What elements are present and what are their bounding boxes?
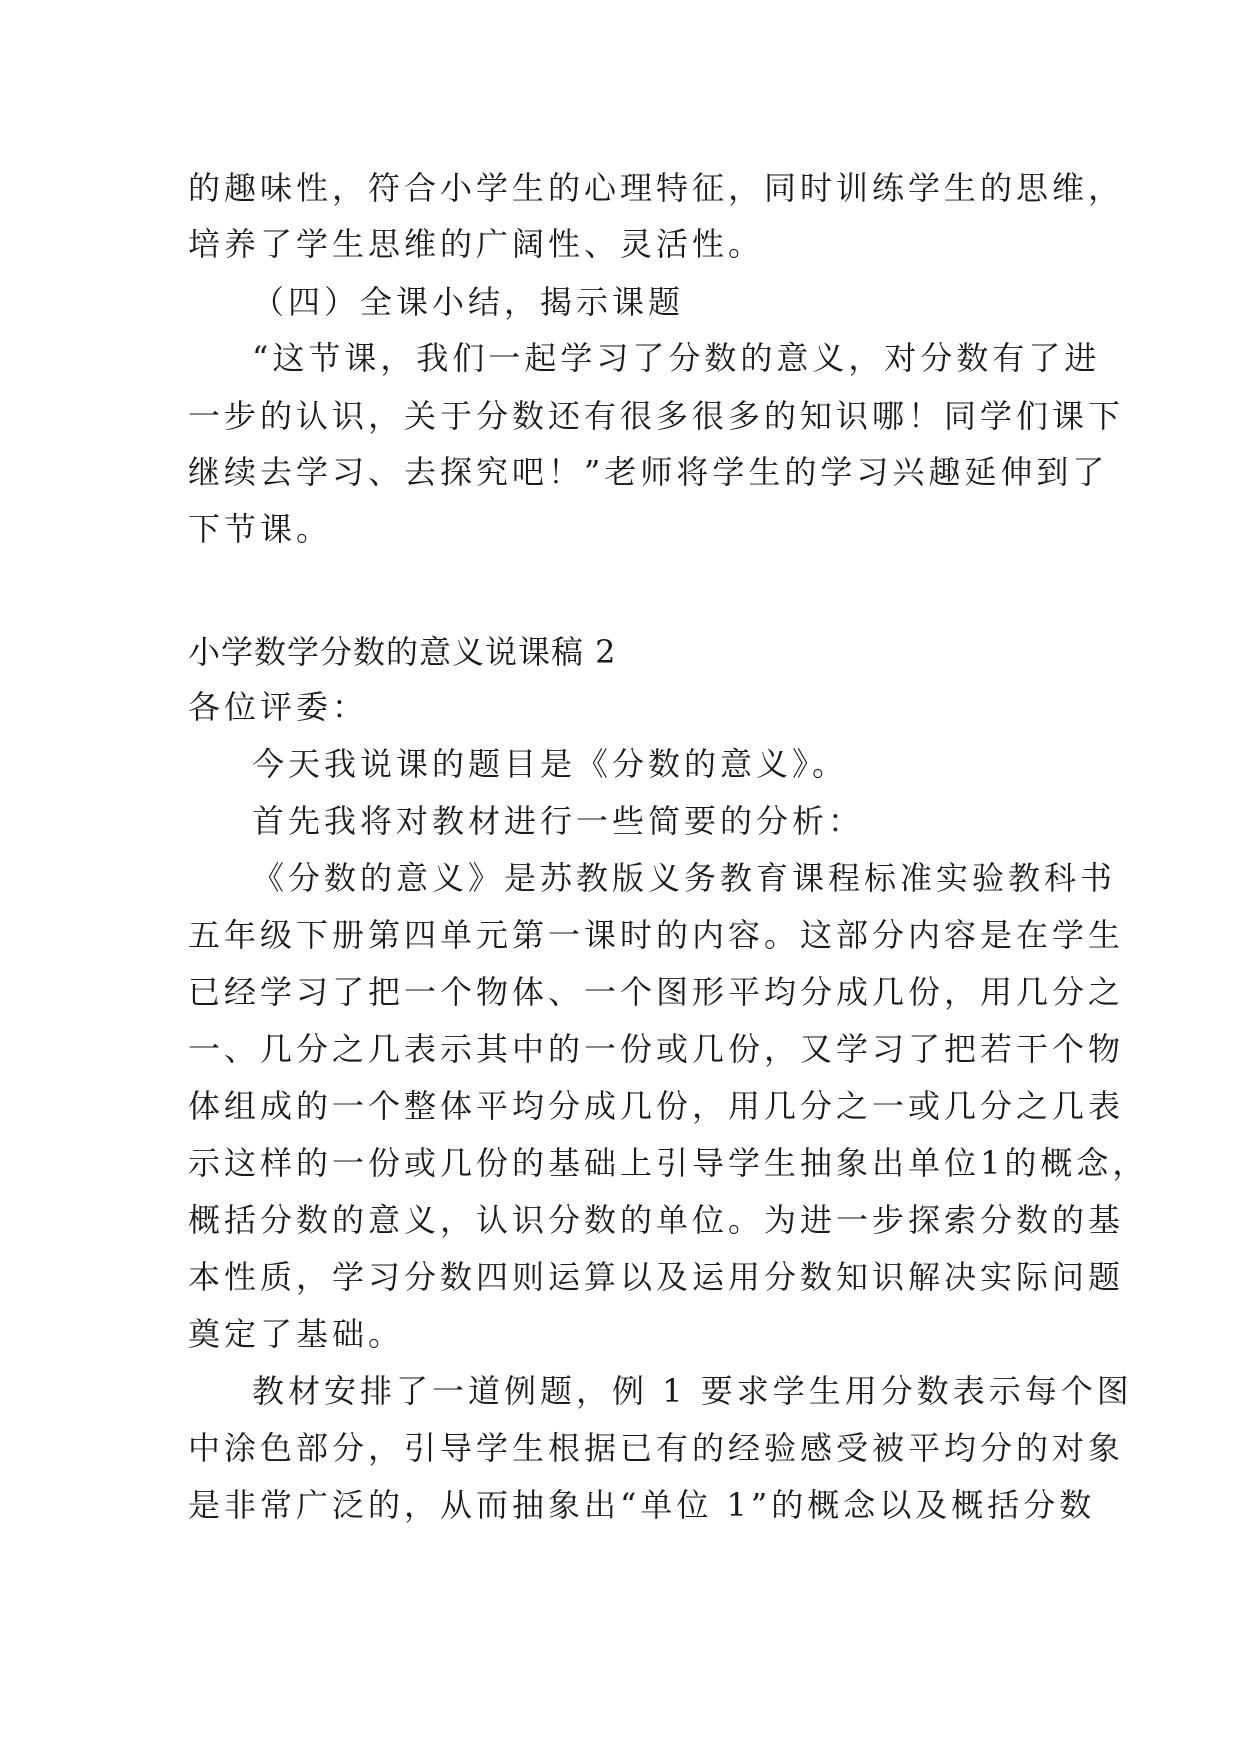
paragraph-line: “这节课，我们一起学习了分数的意义，对分数有了进 [252, 339, 1101, 377]
paragraph-line: 教材安排了一道例题，例 1 要求学生用分数表示每个图 [252, 1372, 1133, 1410]
paragraph-line: 培养了学生思维的广阔性、灵活性。 [188, 225, 765, 263]
salutation: 各位评委： [188, 688, 369, 726]
paragraph-line: 一、几分之几表示其中的一份或几份，又学习了把若干个物 [188, 1030, 1125, 1068]
paragraph-line: 今天我说课的题目是《分数的意义》。 [252, 745, 849, 783]
paragraph-line: 《分数的意义》是苏教版义务教育课程标准实验教科书 [252, 859, 1117, 897]
paragraph-line: 继续去学习、去探究吧！”老师将学生的学习兴趣延伸到了 [188, 453, 1109, 491]
paragraph-line: 首先我将对教材进行一些简要的分析： [252, 802, 865, 840]
paragraph-line: 已经学习了把一个物体、一个图形平均分成几份，用几分之 [188, 973, 1125, 1011]
paragraph-line: 中涂色部分，引导学生根据已有的经验感受被平均分的对象 [188, 1429, 1125, 1467]
paragraph-line: 五年级下册第四单元第一课时的内容。这部分内容是在学生 [188, 916, 1125, 954]
paragraph-line: 示这样的一份或几份的基础上引导学生抽象出单位1的概念， [188, 1144, 1149, 1182]
paragraph-line: 本性质，学习分数四则运算以及运用分数知识解决实际问题 [188, 1258, 1125, 1296]
paragraph-line: 是非常广泛的，从而抽象出“单位 1”的概念以及概括分数 [188, 1486, 1096, 1524]
document-title: 小学数学分数的意义说课稿 2 [188, 633, 617, 671]
section-heading: （四）全课小结，揭示课题 [252, 283, 685, 321]
paragraph-line: 概括分数的意义，认识分数的单位。为进一步探索分数的基 [188, 1201, 1125, 1239]
paragraph-line: 一步的认识，关于分数还有很多很多的知识哪！同学们课下 [188, 397, 1125, 435]
paragraph-line: 奠定了基础。 [188, 1315, 405, 1353]
paragraph-line: 的趣味性，符合小学生的心理特征，同时训练学生的思维， [188, 169, 1125, 207]
paragraph-line: 下节课。 [188, 510, 333, 548]
paragraph-line: 体组成的一个整体平均分成几份，用几分之一或几分之几表 [188, 1087, 1125, 1125]
